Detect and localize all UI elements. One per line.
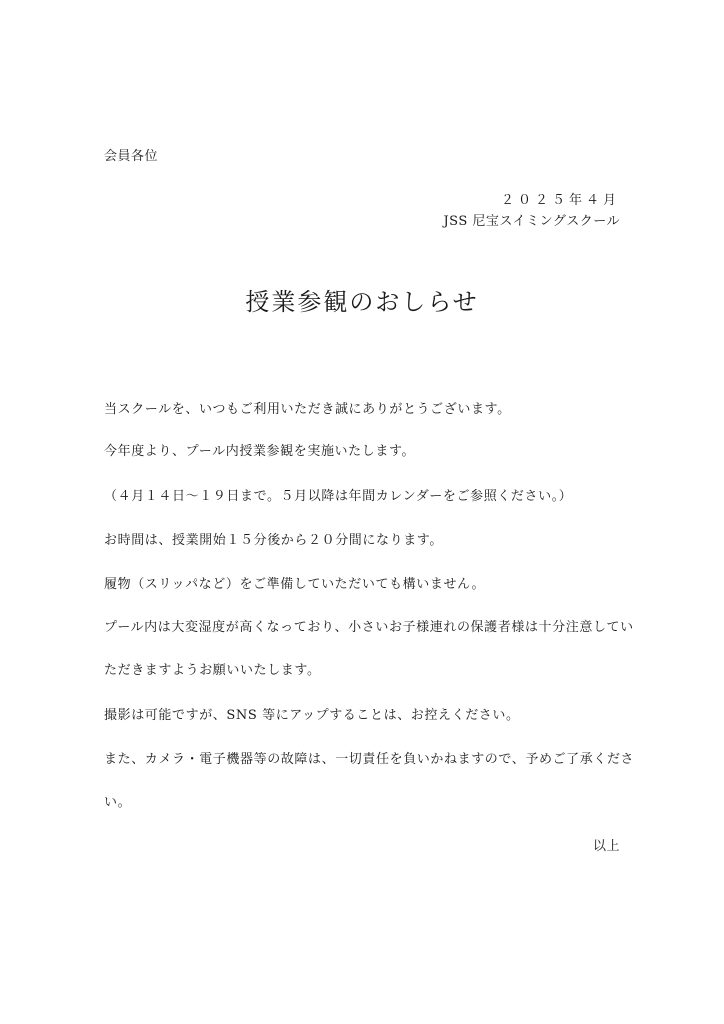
sender-name: JSS 尼宝スイミングスクール: [443, 214, 620, 229]
body-line-greeting: 当スクールを、いつもご利用いただき誠にありがとうございます。: [104, 402, 511, 417]
body-line-liability: また、カメラ・電子機器等の故障は、一切責任を負いかねますので、予めご了承くださ: [104, 752, 635, 767]
body-line-liability-cont: い。: [104, 795, 132, 810]
body-line-humidity-cont: ただきますようお願いいたします。: [104, 663, 321, 678]
closing-remark: 以上: [592, 839, 620, 854]
body-line-humidity: プール内は大変湿度が高くなっており、小さいお子様連れの保護者様は十分注意してい: [104, 620, 634, 635]
addressee: 会員各位: [104, 149, 159, 164]
body-line-schedule: （４月１４日～１９日まで。５月以降は年間カレンダーをご参照ください。）: [104, 489, 573, 504]
document-title: 授業参観のおしらせ: [245, 288, 479, 316]
body-line-announcement: 今年度より、プール内授業参観を実施いたします。: [104, 444, 416, 459]
body-line-time: お時間は、授業開始１５分後から２０分間になります。: [104, 533, 443, 548]
issue-date: ２０２５年４月: [500, 193, 620, 208]
body-line-photography: 撮影は可能ですが、SNS 等にアップすることは、お控えください。: [104, 708, 520, 723]
body-line-footwear: 履物（スリッパなど）をご準備していただいても構いません。: [104, 577, 486, 592]
